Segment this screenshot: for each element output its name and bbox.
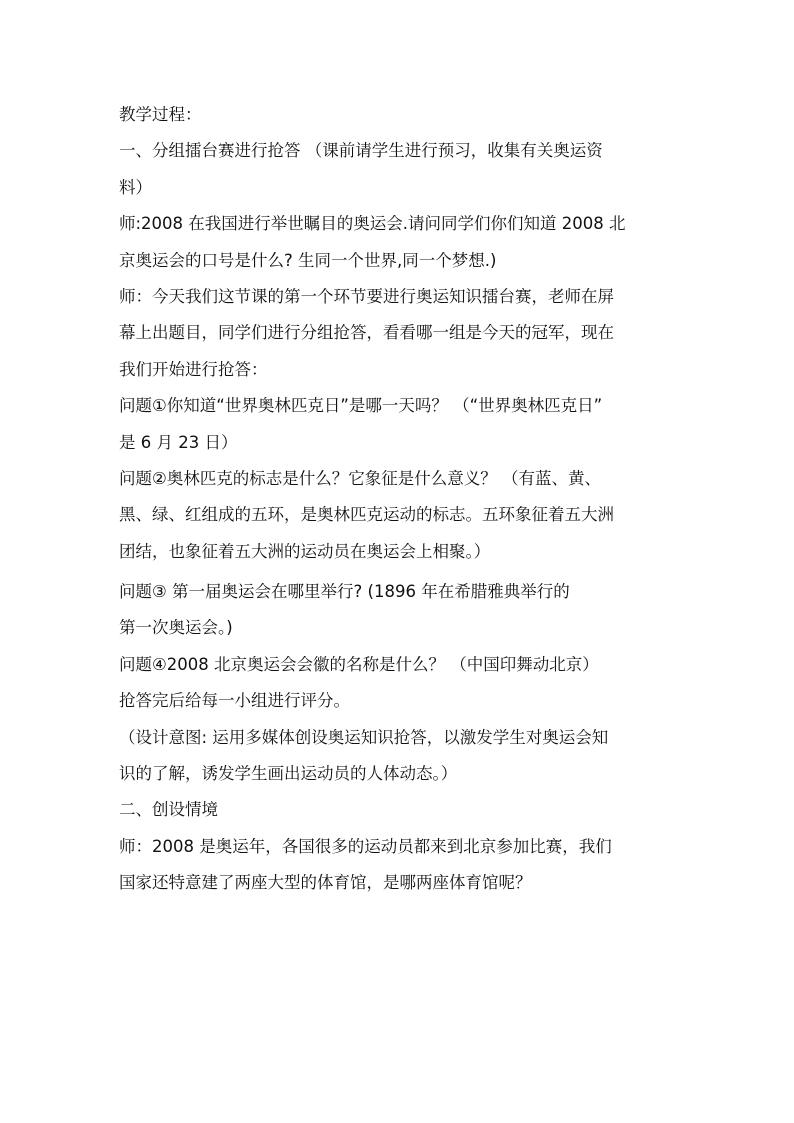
text-line: 师：今天我们这节课的第一个环节要进行奥运知识擂台赛，老师在屏 [119, 286, 614, 306]
text-line: 问题②奥林匹克的标志是什么？它象征是什么意义？ （有蓝、黄、 [119, 468, 602, 488]
text-line: 京奥运会的口号是什么? 生同一个世界,同一个梦想.) [119, 250, 497, 270]
text-line: 问题③ 第一届奥运会在哪里举行? (1896 年在希腊雅典举行的 [119, 582, 570, 602]
text-line: 幕上出题目，同学们进行分组抢答，看看哪一组是今天的冠军，现在 [119, 323, 614, 343]
text-line: 师:2008 在我国进行举世瞩目的奥运会.请问同学们你们知道 2008 北 [119, 214, 626, 234]
text-line: 国家还特意建了两座大型的体育馆，是哪两座体育馆呢？ [119, 873, 532, 893]
text-line: 料） [119, 177, 152, 197]
text-line: 识的了解，诱发学生画出运动员的人体动态。） [119, 764, 458, 784]
text-line: 问题①你知道“世界奥林匹克日”是哪一天吗？ （“世界奥林匹克日” [119, 396, 603, 416]
text-line: 我们开始进行抢答： [119, 359, 268, 379]
text-line: 抢答完后给每一小组进行评分。 [119, 691, 350, 711]
text-line: 问题④2008 北京奥运会会徽的名称是什么？ （中国印舞动北京） [119, 654, 599, 674]
text-line: 是 6 月 23 日） [119, 432, 238, 452]
document-body [119, 97, 679, 902]
text-line: 团结，也象征着五大洲的运动员在奥运会上相聚。） [119, 541, 491, 561]
text-line: 师：2008 是奥运年，各国很多的运动员都来到北京参加比赛，我们 [119, 836, 612, 856]
text-line: 一、分组擂台赛进行抢答 （课前请学生进行预习，收集有关奥运资 [119, 141, 603, 161]
text-line: 第一次奥运会。) [119, 618, 233, 638]
text-line: 二、创设情境 [119, 800, 218, 820]
text-line: （设计意图: 运用多媒体创设奥运知识抢答，以激发学生对奥运会知 [119, 727, 609, 747]
text-line: 教学过程： [119, 105, 202, 124]
text-line: 黑、绿、红组成的五环，是奥林匹克运动的标志。五环象征着五大洲 [119, 505, 614, 525]
